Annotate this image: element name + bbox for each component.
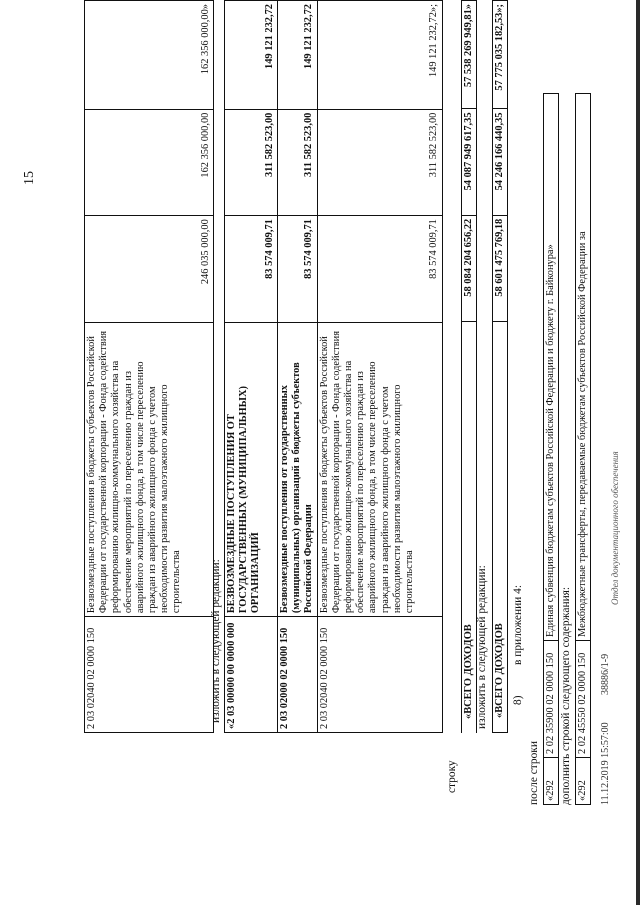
cell-value-2: 311 582 523,00 [225,109,278,216]
total-new-block [492,0,508,733]
table-row [85,1,214,733]
department-stamp: Отдел документационного обеспечения [610,451,620,605]
table-row [462,1,477,734]
cell-code: 2 03 02000 02 0000 150 [278,617,318,733]
cell-name: Единая субвенция бюджетам субъектов Российской Федерации и бюджету г. Байконура» [544,94,559,641]
cell-name: БЕЗВОЗМЕЗДНЫЕ ПОСТУПЛЕНИЯ ОТ ГОСУДАРСТВЕННЫХ (МУНИЦИПАЛЬНЫХ) ОРГАНИЗАЦИЙ [225,322,278,617]
table-row [225,1,278,733]
cell-code: 2 02 35900 02 0000 150 [544,641,559,758]
table-row [544,94,559,805]
cell-value-2: 311 582 523,00 [317,109,442,216]
instruction-stroku: строку [446,760,458,793]
cell-value-3: 162 356 000,00» [85,1,214,110]
instruction-posle: после строки [528,741,540,805]
cell-value-1: 83 574 009,71 [225,216,278,322]
table-row [278,1,318,733]
row-292b-block [575,93,591,805]
cell-value-3: 149 121 232,72»; [317,1,442,110]
table-row [317,1,442,733]
cell-value-3: 57 775 035 182,53»; [493,1,508,109]
cell-name: Межбюджетные трансферты, передаваемые бюджетам субъектов Российской Федерации за [576,94,591,641]
cell-label: «ВСЕГО ДОХОДОВ [462,322,477,733]
cell-code: 2 02 45550 02 0000 150 [576,641,591,758]
footer-code: 38886/1-9 [600,653,611,695]
instruction-text-2: изложить в следующей редакции: [476,565,488,729]
cell-value-1: 83 574 009,71 [317,216,442,322]
cell-value-3: 149 121 232,72 [278,1,318,110]
cell-value-2: 162 356 000,00 [85,109,214,216]
footer-date: 11.12.2019 15:57:00 [600,722,611,805]
cell-value-2: 54 246 166 440,35 [493,109,508,215]
cell-name: Безвозмездные поступления в бюджеты субъектов Российской Федерации от государственной корпорации - Фонда содействия реформированию жилищно-коммунального хозяйства на обеспечение мероприятий по переселению граждан из аварийного жилищного фонда, в том числе переселению граждан из аварийного жилищного фонда с учетом необходимости развития малоэтажного жилищного строительства [317,322,442,617]
total-old-block [461,0,477,733]
instruction-text: изложить в следующей редакции: [210,559,222,723]
cell-code: 2 03 02040 02 0000 150 [85,617,214,733]
table-2-block [224,0,443,733]
cell-value-3: 149 121 232,72 [225,1,278,110]
cell-value-3: 57 538 269 949,81» [462,1,477,109]
cell-mark: «292 [544,758,559,805]
page-number: 15 [22,171,37,185]
cell-name: Безвозмездные поступления от государственных (муниципальных) организаций в бюджеты субъектов Российской Федерации [278,322,318,617]
cell-mark: «292 [576,758,591,805]
cell-code: 2 03 02040 02 0000 150 [317,617,442,733]
table-row [493,1,508,733]
cell-value-2: 54 087 949 617,35 [462,109,477,215]
cell-value-1: 58 601 475 769,18 [493,215,508,321]
cell-label: «ВСЕГО ДОХОДОВ [493,321,508,732]
cell-value-1: 58 084 204 656,22 [462,215,477,321]
item-text: в приложении 4: [512,585,524,665]
cell-value-1: 246 035 000,00 [85,216,214,323]
instruction-dopolnit: дополнить строкой следующего содержания: [560,586,572,805]
table-1-block [84,0,214,733]
item-number: 8) [512,695,524,705]
table-row [576,94,591,805]
cell-code: «2 03 00000 00 0000 000 [225,617,278,733]
row-292a-block [543,93,559,805]
cell-name: Безвозмездные поступления в бюджеты субъектов Российской Федерации от государственной корпорации - Фонда содействия реформированию жилищно-коммунального хозяйства на обеспечение мероприятий по переселению граждан из аварийного жилищного фонда, в том числе переселению граждан из аварийного жилищного фонда с учетом необходимости развития малоэтажного жилищного строительства [85,322,214,616]
cell-value-2: 311 582 523,00 [278,109,318,216]
cell-value-1: 83 574 009,71 [278,216,318,322]
